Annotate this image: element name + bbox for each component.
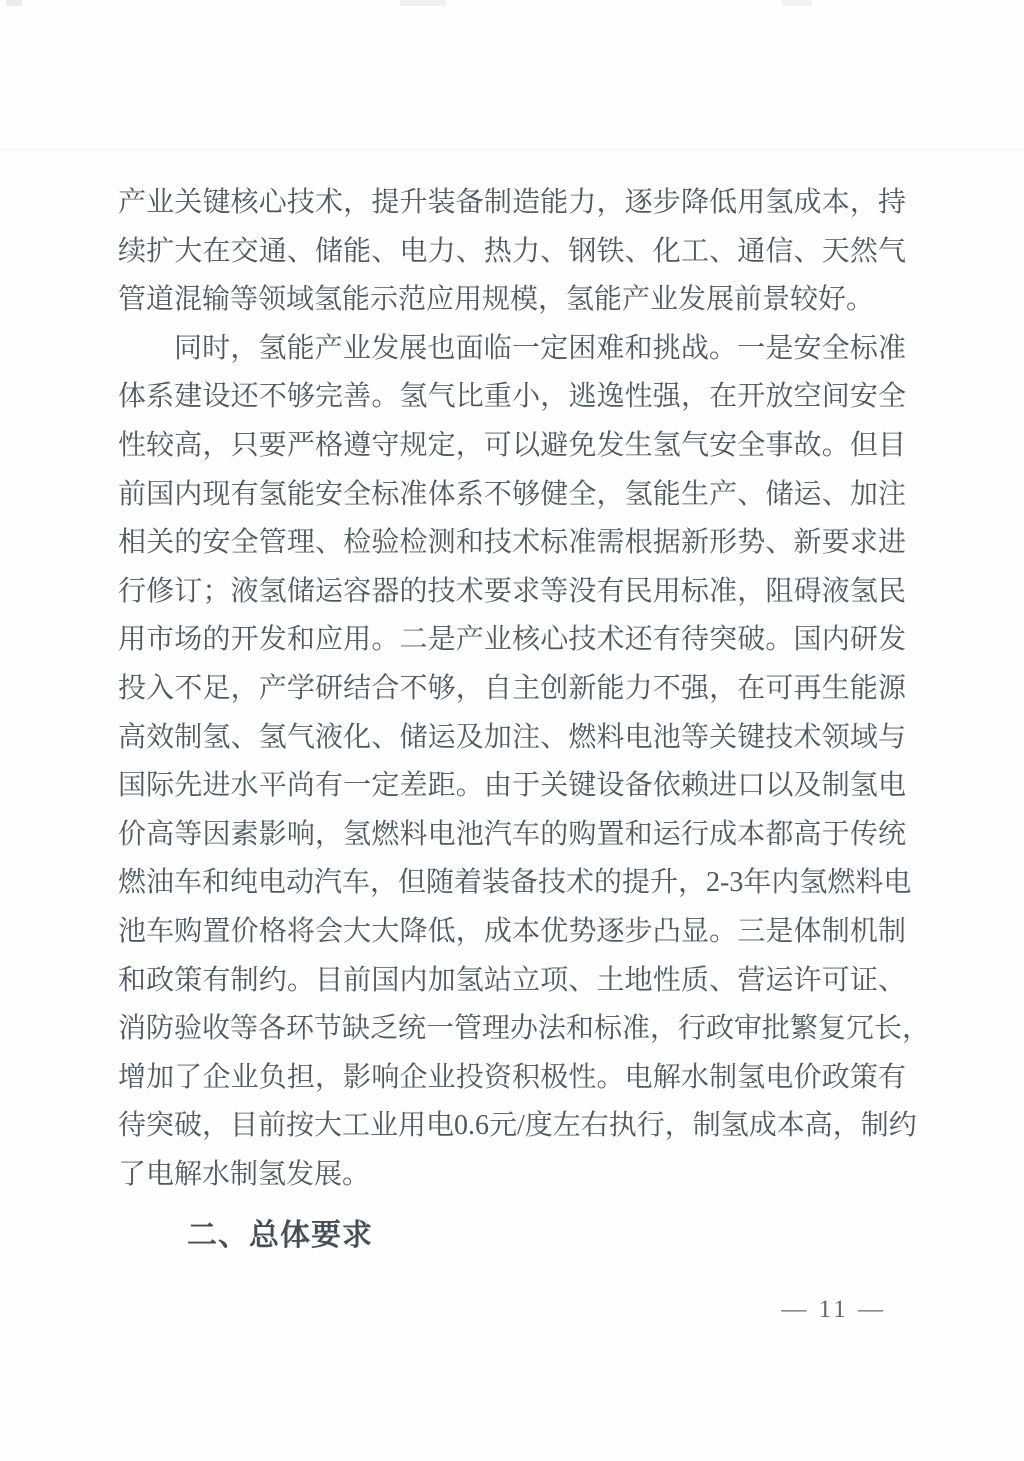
text-line: 前国内现有氢能安全标准体系不够健全，氢能生产、储运、加注: [118, 478, 906, 510]
scan-noise-band: [0, 148, 1024, 151]
text-line: 产业关键核心技术，提升装备制造能力，逐步降低用氢成本，持: [118, 187, 906, 218]
text-line: 体系建设还不够完善。氢气比重小，逃逸性强，在开放空间安全: [118, 381, 906, 413]
text-line: 价高等因素影响，氢燃料电池汽车的购置和运行成本都高于传统: [118, 818, 906, 850]
text-line: 国际先进水平尚有一定差距。由于关键设备依赖进口以及制氢电: [118, 770, 906, 802]
text-line: 相关的安全管理、检验检测和技术标准需根据新形势、新要求进: [118, 527, 906, 559]
scan-noise-mark: [6, 0, 22, 6]
section-heading: 二、总体要求: [187, 1219, 373, 1253]
text-line: 投入不足，产学研结合不够，自主创新能力不强，在可再生能源: [118, 672, 906, 704]
text-line: 池车购置价格将会大大降低，成本优势逐步凸显。三是体制机制: [118, 915, 906, 947]
text-line: 性较高，只要严格遵守规定，可以避免发生氢气安全事故。但目: [118, 429, 906, 461]
scan-noise-mark: [400, 0, 446, 6]
text-line: 同时，氢能产业发展也面临一定困难和挑战。一是安全标准: [174, 332, 906, 364]
text-line: 增加了企业负担，影响企业投资积极性。电解水制氢电价政策有: [118, 1061, 906, 1093]
text-line: 行修订；液氢储运容器的技术要求等没有民用标准，阻碍液氢民: [118, 575, 906, 607]
text-line: 待突破，目前按大工业用电0.6元/度左右执行，制氢成本高，制约: [118, 1110, 917, 1142]
text-line: 燃油车和纯电动汽车，但随着装备技术的提升，2-3年内氢燃料电: [118, 867, 912, 899]
body-text: [118, 179, 931, 1261]
text-line: 了电解水制氢发展。: [118, 1158, 371, 1190]
text-line: 高效制氢、氢气液化、储运及加注、燃料电池等关键技术领域与: [118, 721, 906, 753]
text-line: 用市场的开发和应用。二是产业核心技术还有待突破。国内研发: [118, 624, 906, 656]
text-line: 和政策有制约。目前国内加氢站立项、土地性质、营运许可证、: [118, 964, 906, 996]
text-line: 管道混输等领域氢能示范应用规模，氢能产业发展前景较好。: [118, 284, 875, 316]
page-number: — 11 —: [781, 1296, 886, 1323]
scan-noise-mark: [782, 0, 812, 6]
text-line: 续扩大在交通、储能、电力、热力、钢铁、化工、通信、天然气: [118, 235, 906, 267]
text-line: 消防验收等各环节缺乏统一管理办法和标准，行政审批繁复冗长，: [118, 1013, 931, 1045]
